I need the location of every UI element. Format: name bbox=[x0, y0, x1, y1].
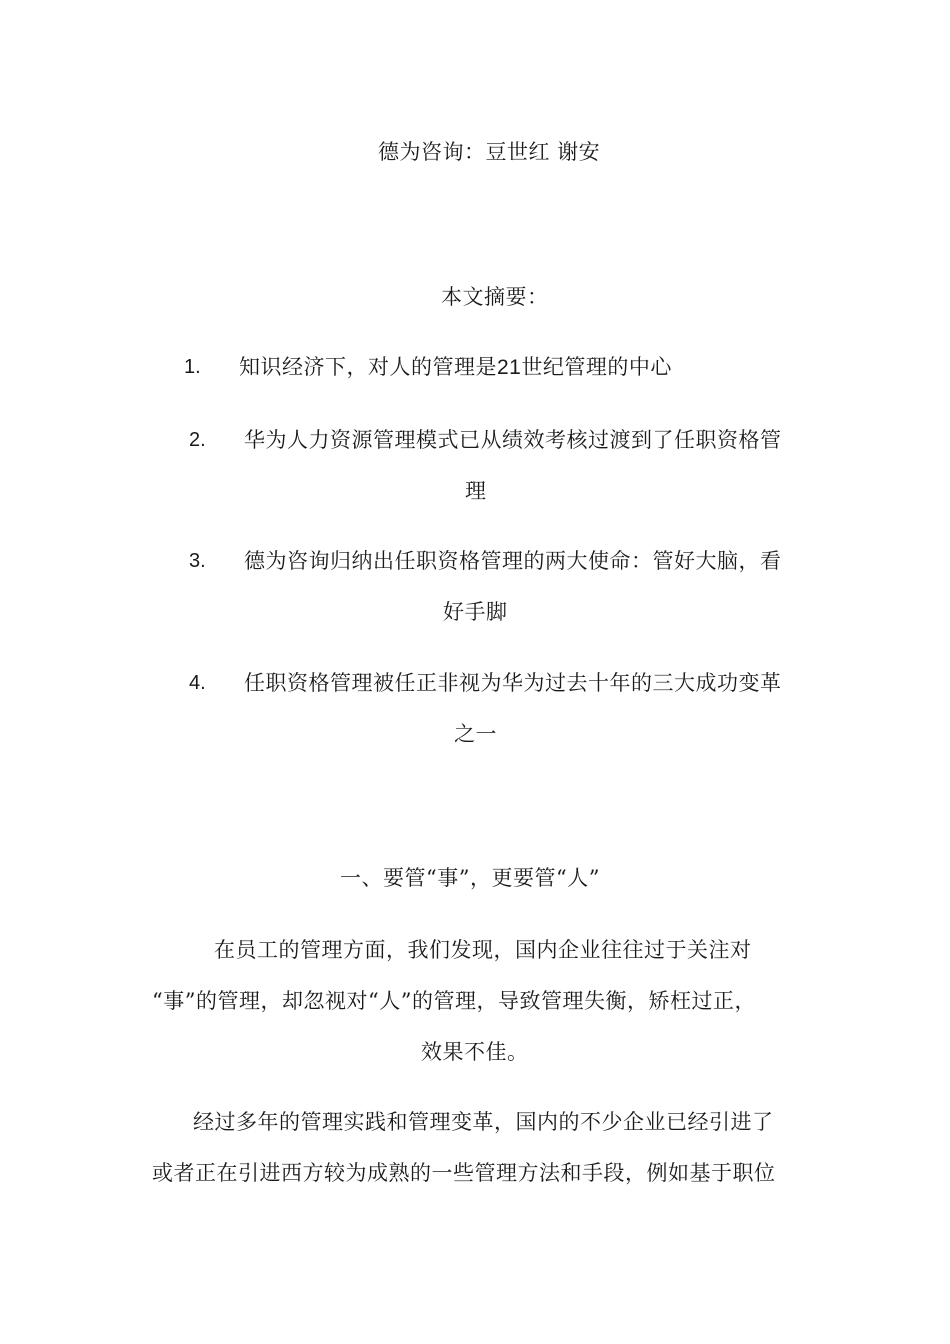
paragraph-line: 在员工的管理方面，我们发现，国内企业往往过于关注对 bbox=[214, 938, 752, 962]
item-text bbox=[239, 353, 672, 382]
paragraph-line: “事”的管理，却忽视对“人”的管理，导致管理失衡，矫枉过正， bbox=[152, 989, 756, 1013]
item-text-line-1: 华为人力资源管理模式已从绩效考核过渡到了任职资格管 bbox=[244, 428, 782, 452]
item-number: 3. bbox=[189, 550, 206, 572]
item-text-line-2: 理 bbox=[465, 479, 487, 503]
item-text-line-2: 之一 bbox=[454, 722, 497, 746]
paragraph-line: 经过多年的管理实践和管理变革，国内的不少企业已经引进了 bbox=[193, 1110, 774, 1134]
item-text-suffix: 世纪管理的中心 bbox=[521, 355, 672, 379]
section-heading: 一、要管“事”，更要管“人” bbox=[340, 866, 600, 890]
item-number: 4. bbox=[189, 672, 206, 694]
authors-line: 德为咨询：豆世红 谢安 bbox=[378, 140, 601, 164]
item-text-century: 21 bbox=[497, 356, 522, 379]
item-number: 2. bbox=[189, 429, 206, 451]
paragraph-line: 或者正在引进西方较为成熟的一些管理方法和手段，例如基于职位 bbox=[152, 1161, 776, 1185]
paragraph-line: 效果不佳。 bbox=[421, 1040, 529, 1064]
item-text-line-2: 好手脚 bbox=[443, 600, 508, 624]
abstract-heading: 本文摘要： bbox=[441, 285, 549, 309]
item-text-prefix: 知识经济下，对人的管理是 bbox=[239, 355, 497, 379]
item-number: 1. bbox=[184, 356, 201, 378]
item-text-line-1: 任职资格管理被任正非视为华为过去十年的三大成功变革 bbox=[244, 671, 782, 695]
item-text-line-1: 德为咨询归纳出任职资格管理的两大使命：管好大脑，看 bbox=[244, 549, 782, 573]
